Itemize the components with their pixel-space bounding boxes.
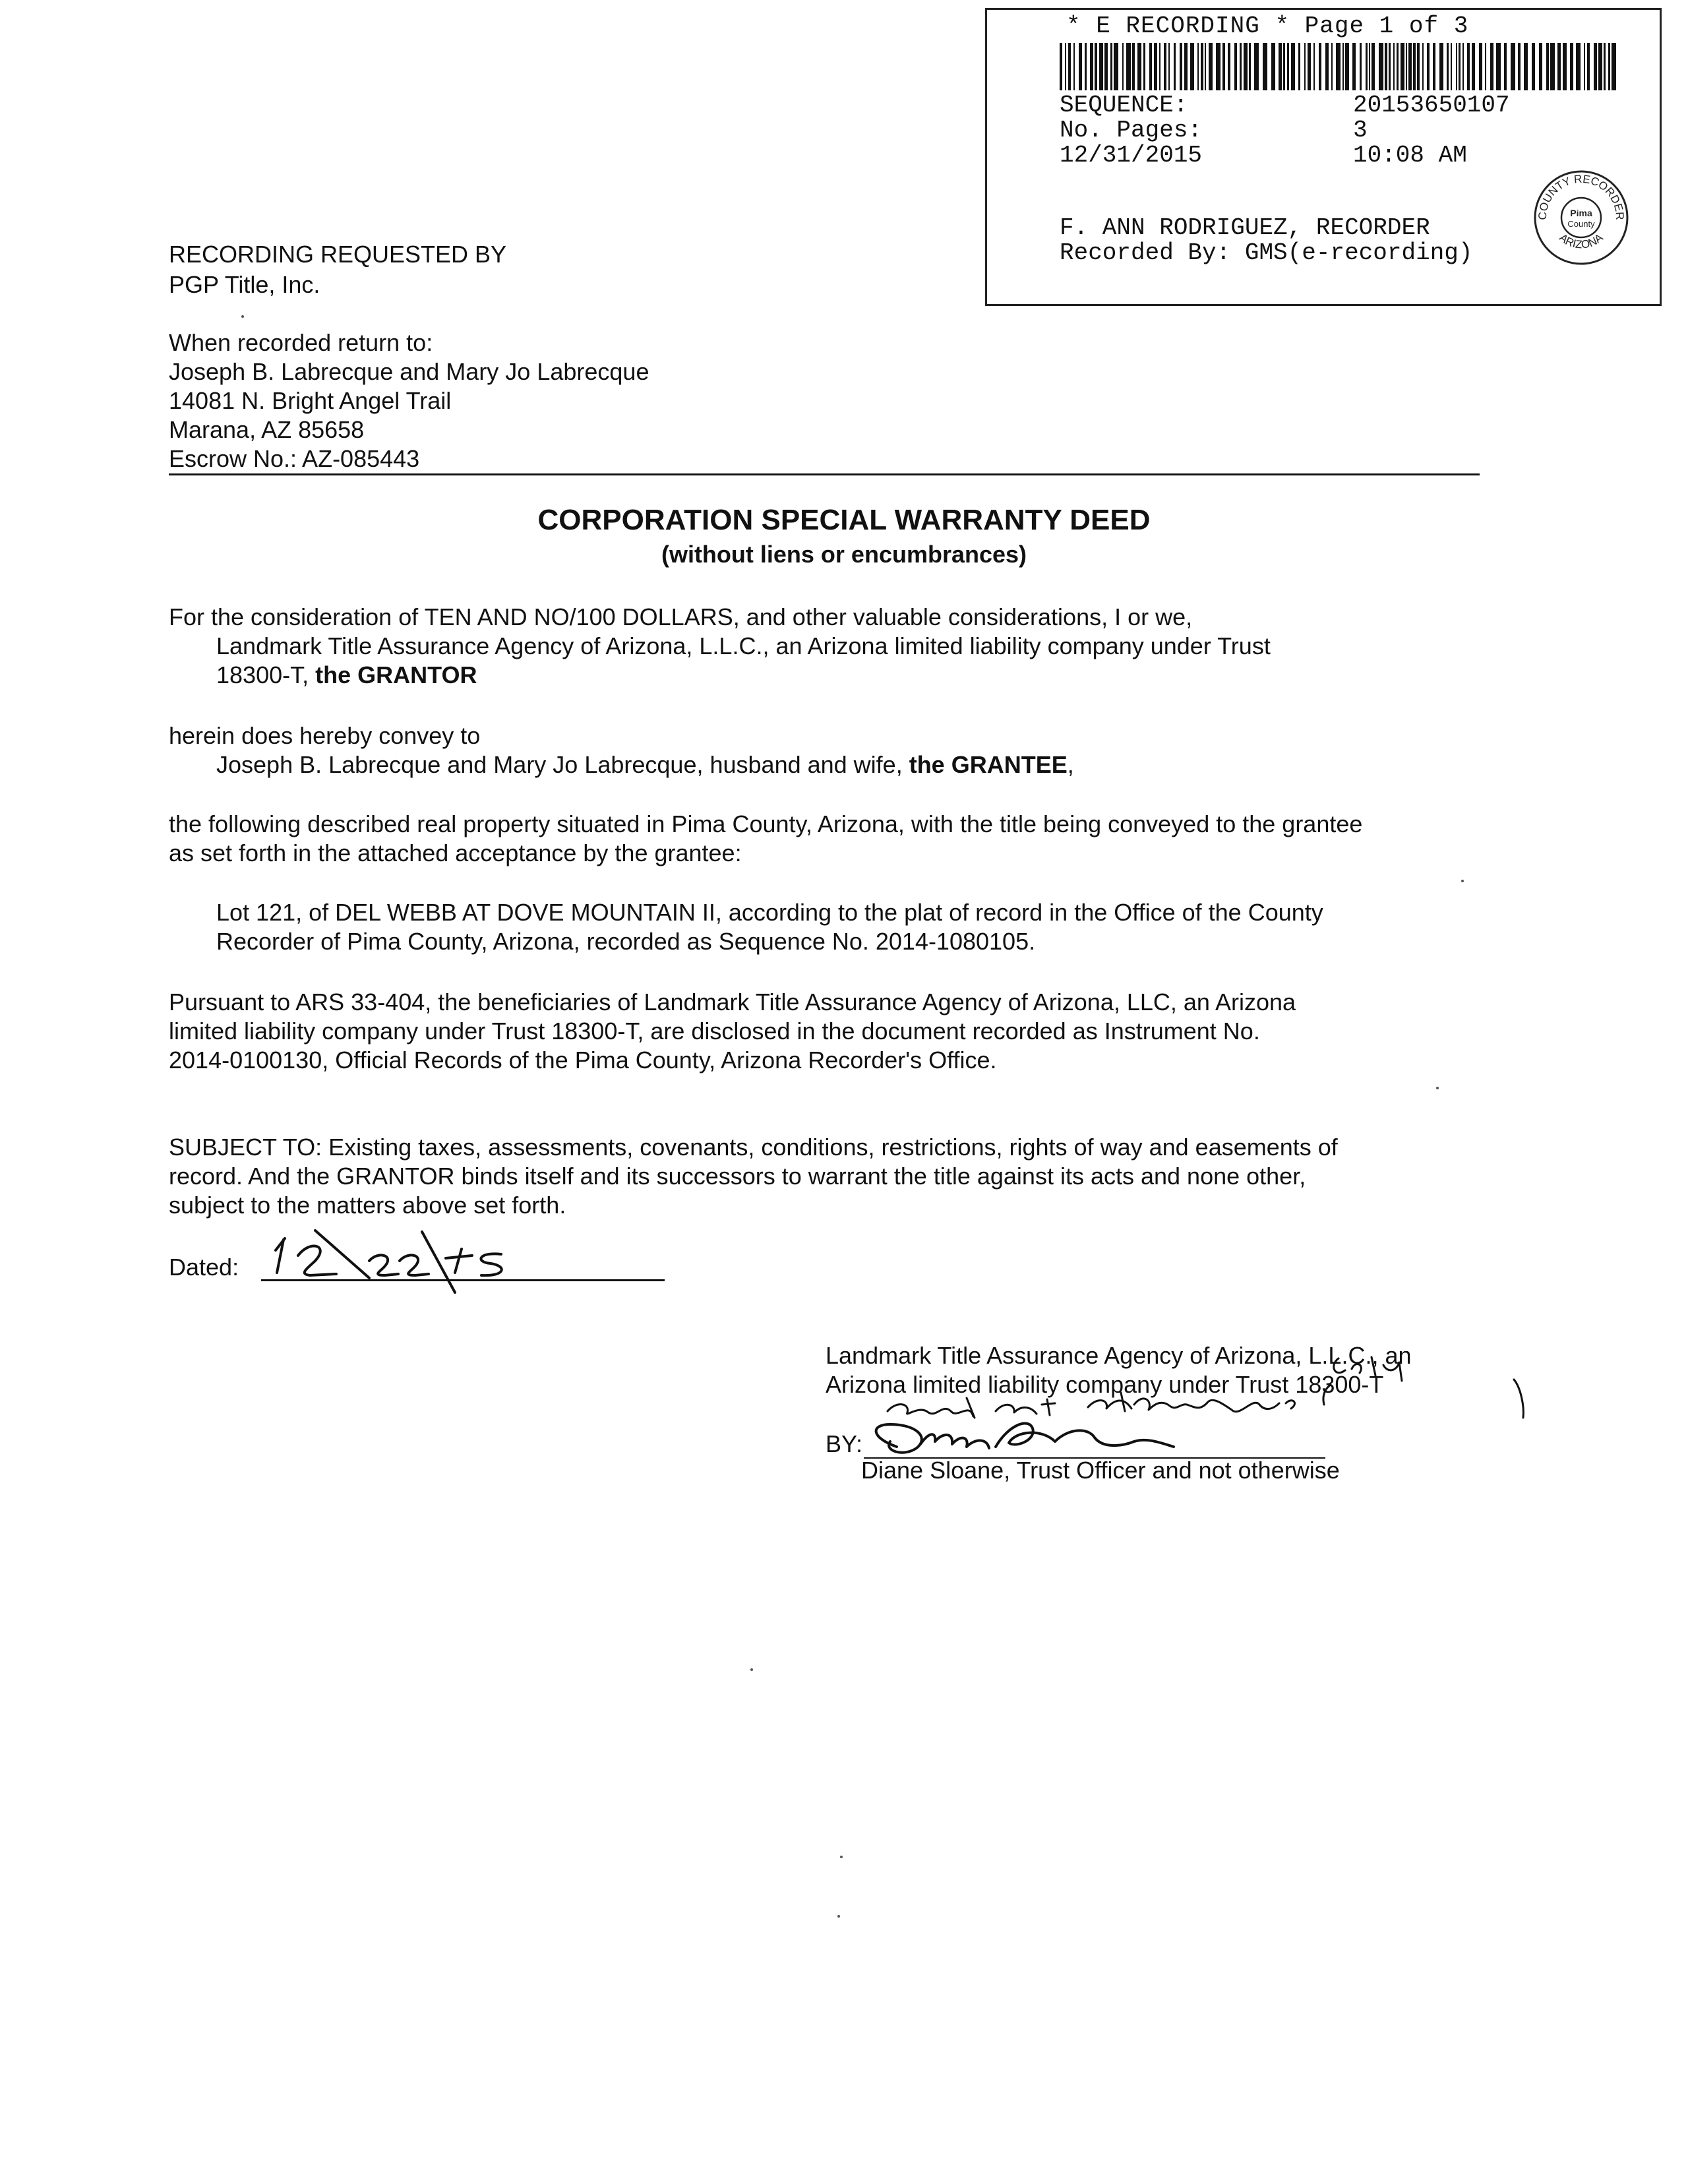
subject-to-paragraph [169, 1133, 1338, 1220]
return-to-name: Joseph B. Labrecque and Mary Jo Labrecque [169, 358, 649, 385]
seal-bottom-text: ARIZONA [1557, 231, 1606, 251]
sequence-value: 20153650107 [1353, 92, 1510, 119]
barcode-bar [1369, 43, 1370, 90]
barcode-bar [1518, 43, 1521, 90]
grantee-comma: , [1067, 751, 1074, 778]
barcode-bar [1511, 43, 1515, 90]
pages-label: No. Pages: [1060, 117, 1203, 144]
seal-top-text: COUNTY RECORDER [1536, 172, 1627, 220]
recorder-name: F. ANN RODRIGUEZ, RECORDER [1060, 214, 1430, 241]
barcode-bar [1406, 43, 1407, 90]
pursuant-line-1: Pursuant to ARS 33-404, the beneficiaries of Landmark Title Assurance Agency of Arizona, LLC, an Arizona [169, 988, 1296, 1016]
barcode-bar [1068, 43, 1071, 90]
dated-label: Dated: [169, 1254, 239, 1281]
barcode-bar [1413, 43, 1416, 90]
barcode-bar [1180, 43, 1182, 90]
barcode-bar [1228, 43, 1230, 90]
barcode-bar [1234, 43, 1237, 90]
pursuant-line-3: 2014-0100130, Official Records of the Pima County, Arizona Recorder's Office. [169, 1046, 997, 1074]
barcode-bar [1485, 43, 1486, 90]
scan-speck [750, 1668, 753, 1671]
barcode-bar [1222, 43, 1225, 90]
barcode-bar [1271, 43, 1275, 90]
header-divider [169, 473, 1480, 475]
barcode-bar [1060, 43, 1062, 90]
barcode-bar [1073, 43, 1075, 90]
barcode-bar [1104, 43, 1108, 90]
subject-line-3: subject to the matters above set forth. [169, 1192, 566, 1219]
legal-line-1: Lot 121, of DEL WEBB AT DOVE MOUNTAIN II, according to the plat of record in the Office of the County [216, 899, 1323, 926]
property-paragraph [169, 810, 1362, 868]
barcode-bar [1433, 43, 1435, 90]
convey-paragraph [169, 721, 1074, 779]
return-to-city: Marana, AZ 85658 [169, 416, 365, 443]
barcode-bar [1360, 43, 1362, 90]
barcode-bar [1587, 43, 1590, 90]
barcode-bar [1197, 43, 1199, 90]
recording-date: 12/31/2015 [1060, 142, 1203, 169]
barcode-bar [1393, 43, 1395, 90]
consideration-paragraph [169, 603, 1271, 690]
pursuant-paragraph [169, 988, 1296, 1075]
handwritten-signature [876, 1424, 1174, 1453]
by-label: BY: [826, 1430, 863, 1457]
barcode-bar [1132, 43, 1135, 90]
scan-speck [241, 315, 244, 318]
barcode-bar [1313, 43, 1315, 90]
barcode-bar [1524, 43, 1528, 90]
barcode-bar [1345, 43, 1349, 90]
barcode-bar [1114, 43, 1118, 90]
barcode-bar [1496, 43, 1501, 90]
barcode-bar [1379, 43, 1383, 90]
recording-stamp [985, 8, 1662, 306]
barcode-bar [1240, 43, 1242, 90]
barcode-bar [1095, 43, 1097, 90]
barcode-bar [1467, 43, 1470, 90]
barcode-bar [1504, 43, 1507, 90]
subject-line-1: SUBJECT TO: Existing taxes, assessments, covenants, conditions, restrictions, rights of way and easements of [169, 1134, 1338, 1161]
barcode-bar [1612, 43, 1616, 90]
barcode-bar [1249, 43, 1251, 90]
signatory-name: Diane Sloane, Trust Officer and not otherwise [861, 1457, 1340, 1484]
barcode-bar [1168, 43, 1170, 90]
seal-center-text-2: County [1567, 219, 1595, 229]
barcode-bar [1397, 43, 1399, 90]
barcode-bar [1557, 43, 1561, 90]
pages-value: 3 [1353, 117, 1368, 144]
legal-line-2: Recorder of Pima County, Arizona, recorded as Sequence No. 2014-1080105. [216, 928, 1036, 955]
barcode-bar [1532, 43, 1535, 90]
scan-speck [1436, 1087, 1439, 1089]
barcode-bar [1079, 43, 1082, 90]
barcode-bar [1539, 43, 1542, 90]
barcode-bar [1366, 43, 1368, 90]
scan-speck [840, 1856, 843, 1858]
barcode-bar [1417, 43, 1420, 90]
barcode-bar [1279, 43, 1282, 90]
consideration-line-3 [169, 661, 1271, 690]
barcode-bar [1563, 43, 1567, 90]
barcode-bar [1336, 43, 1341, 90]
barcode-bar [1287, 43, 1289, 90]
barcode-bar [1126, 43, 1131, 90]
consideration-line-1: For the consideration of TEN AND NO/100 DOLLARS, and other valuable considerations, I or we, [169, 603, 1193, 630]
barcode-bar [1598, 43, 1602, 90]
legal-description [216, 898, 1323, 956]
barcode-bar [1608, 43, 1610, 90]
barcode-bar [1065, 43, 1066, 90]
scan-speck [837, 1915, 840, 1918]
barcode-bar [1462, 43, 1464, 90]
handwritten-date [276, 1230, 502, 1292]
recorded-by: Recorded By: GMS(e-recording) [1060, 239, 1473, 266]
barcode-bar [1331, 43, 1333, 90]
barcode-bar [1085, 43, 1087, 90]
barcode-icon [1060, 43, 1620, 90]
barcode-bar [1216, 43, 1221, 90]
barcode-bar [1604, 43, 1606, 90]
dated-line [261, 1279, 665, 1281]
barcode-bar [1456, 43, 1457, 90]
barcode-bar [1372, 43, 1375, 90]
barcode-bar [1319, 43, 1321, 90]
barcode-bar [1174, 43, 1176, 90]
barcode-bar [1385, 43, 1387, 90]
signature-entity-line-1: Landmark Title Assurance Agency of Arizona, L.L.C., an [826, 1342, 1412, 1369]
barcode-bar [1099, 43, 1103, 90]
consideration-line-2: Landmark Title Assurance Agency of Arizona, L.L.C., an Arizona limited liability company under Trust [216, 632, 1271, 659]
property-line-1: the following described real property situated in Pima County, Arizona, with the title being conveyed to the grantee [169, 810, 1363, 837]
requester-name: PGP Title, Inc. [169, 271, 320, 298]
barcode-bar [1479, 43, 1482, 90]
seal-center-text-1: Pima [1570, 208, 1592, 218]
barcode-bar [1325, 43, 1329, 90]
barcode-bar [1459, 43, 1461, 90]
barcode-bar [1408, 43, 1412, 90]
barcode-bar [1401, 43, 1404, 90]
return-to-street: 14081 N. Bright Angel Trail [169, 387, 452, 414]
barcode-bar [1389, 43, 1391, 90]
escrow-number: Escrow No.: AZ-085443 [169, 445, 420, 472]
return-to-label: When recorded return to: [169, 329, 433, 356]
sequence-label: SEQUENCE: [1060, 92, 1188, 119]
document-title: CORPORATION SPECIAL WARRANTY DEED [537, 504, 1151, 536]
barcode-bar [1291, 43, 1295, 90]
barcode-bar [1122, 43, 1124, 90]
grantee-label: the GRANTEE [909, 751, 1068, 778]
barcode-bar [1472, 43, 1475, 90]
barcode-bar [1550, 43, 1555, 90]
barcode-bar [1209, 43, 1213, 90]
barcode-bar [1490, 43, 1493, 90]
barcode-bar [1584, 43, 1585, 90]
barcode-bar [1244, 43, 1248, 90]
barcode-bar [1137, 43, 1141, 90]
county-seal-icon [1532, 168, 1631, 267]
barcode-bar [1447, 43, 1449, 90]
scan-speck [1461, 880, 1464, 882]
barcode-bar [1143, 43, 1145, 90]
barcode-bar [1283, 43, 1285, 90]
recording-time: 10:08 AM [1353, 142, 1467, 169]
barcode-bar [1159, 43, 1160, 90]
barcode-bar [1154, 43, 1157, 90]
convey-line-2 [169, 750, 1074, 779]
barcode-bar [1201, 43, 1203, 90]
barcode-bar [1308, 43, 1311, 90]
barcode-bar [1298, 43, 1300, 90]
barcode-bar [1090, 43, 1093, 90]
barcode-bar [1451, 43, 1452, 90]
barcode-bar [1546, 43, 1549, 90]
barcode-bar [1422, 43, 1424, 90]
barcode-bar [1427, 43, 1430, 90]
barcode-bar [1594, 43, 1597, 90]
barcode-bar [1110, 43, 1112, 90]
stamp-header: * E RECORDING * Page 1 of 3 [1066, 13, 1469, 40]
grantor-label: the GRANTOR [315, 661, 477, 688]
barcode-bar [1190, 43, 1194, 90]
grantee-names: Joseph B. Labrecque and Mary Jo Labrecque, husband and wife, [216, 751, 909, 778]
barcode-bar [1254, 43, 1259, 90]
barcode-bar [1304, 43, 1306, 90]
barcode-bar [1439, 43, 1443, 90]
barcode-bar [1164, 43, 1166, 90]
convey-line-1: herein does hereby convey to [169, 722, 481, 749]
requested-by-label: RECORDING REQUESTED BY [169, 241, 507, 268]
subject-line-2: record. And the GRANTOR binds itself and its successors to warrant the title against its acts and none other, [169, 1163, 1306, 1190]
pursuant-line-2: limited liability company under Trust 18300-T, are disclosed in the document recorded as Instrument No. [169, 1017, 1260, 1045]
document-subtitle: (without liens or encumbrances) [661, 541, 1027, 568]
barcode-bar [1342, 43, 1344, 90]
barcode-bar [1352, 43, 1356, 90]
barcode-bar [1184, 43, 1188, 90]
barcode-bar [1205, 43, 1206, 90]
signature-entity-line-2: Arizona limited liability company under Trust 18300-T [826, 1371, 1384, 1398]
barcode-bar [1570, 43, 1573, 90]
barcode-bar [1149, 43, 1152, 90]
barcode-bar [1576, 43, 1581, 90]
property-line-2: as set forth in the attached acceptance by the grantee: [169, 839, 742, 866]
trust-number: 18300-T, [216, 661, 316, 688]
barcode-bar [1263, 43, 1267, 90]
